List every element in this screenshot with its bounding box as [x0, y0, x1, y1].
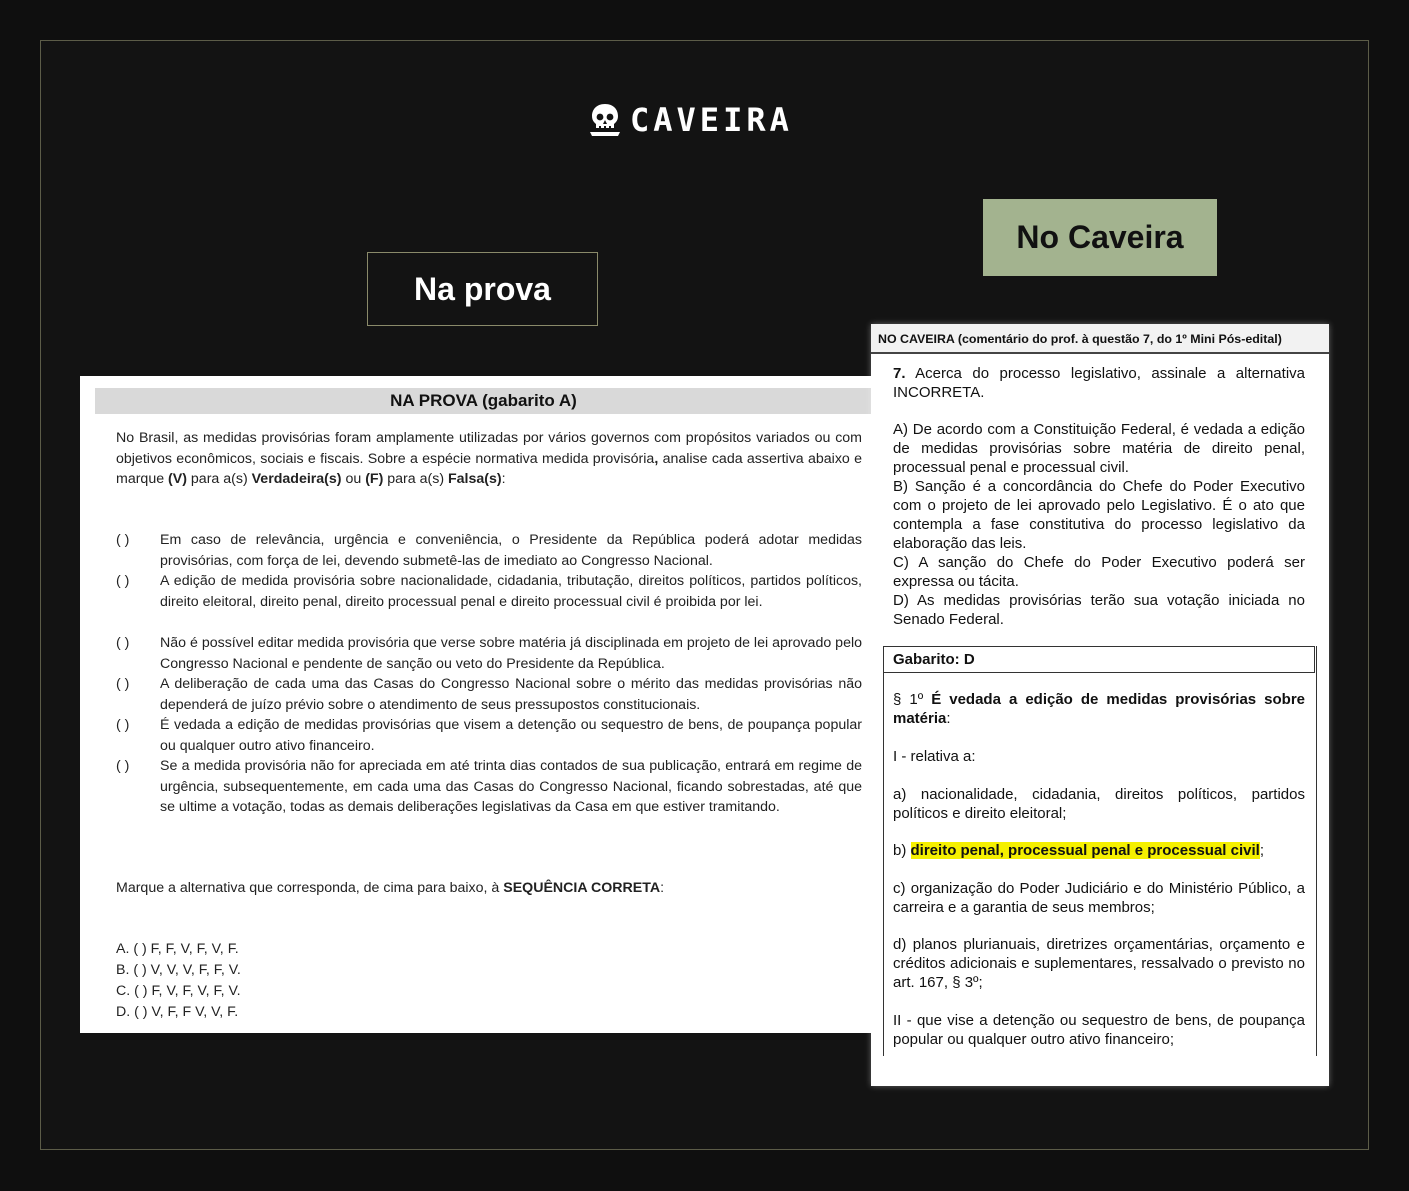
- intro-text: para a(s): [186, 471, 252, 488]
- alinea-b-suffix: ;: [1259, 842, 1264, 859]
- intro-text: para a(s): [383, 471, 448, 488]
- alinea-c: c) organização do Poder Judiciário e do Ministério Público, a carreira e a garantia de seus membros;: [893, 880, 1305, 916]
- exam-intro: [116, 428, 862, 490]
- question-bold: SEQUÊNCIA CORRETA: [503, 880, 661, 896]
- intro-comma: ,: [654, 450, 659, 467]
- label-no-caveira: No Caveira: [983, 199, 1217, 276]
- alternative-a: A) De acordo com a Constituição Federal, é vedada a edição de medidas provisórias sobre matéria de direito penal, processual penal e processual civil.: [893, 421, 1305, 476]
- alternative-d: D) As medidas provisórias terão sua votação iniciada no Senado Federal.: [893, 592, 1305, 628]
- paragraph-symbol: § 1º: [893, 691, 932, 708]
- question-text: :: [660, 880, 665, 896]
- option-a: A. ( ) F, F, V, F, V, F.: [116, 941, 239, 957]
- intro-text: No Brasil, as medidas provisórias foram amplamente utilizadas por vários governos com propósitos variados ou com objetivos econômicos, sociais e fiscais. Sobre a espécie normativa medida provisória: [116, 430, 862, 467]
- intro-v: (V): [168, 471, 187, 488]
- caveira-header: NO CAVEIRA (comentário do prof. à questão 7, do 1º Mini Pós-edital): [871, 324, 1329, 354]
- exam-document: [80, 376, 872, 1033]
- question-statement: [893, 364, 1305, 402]
- alinea-d: d) planos plurianuais, diretrizes orçamentárias, orçamento e créditos adicionais e suplementares, ressalvado o previsto no art. 167, § 3º;: [893, 936, 1305, 991]
- paragraph-colon: :: [946, 710, 951, 727]
- alinea-b: [893, 841, 1305, 860]
- inciso-i: I - relativa a:: [893, 748, 976, 765]
- label-na-prova: Na prova: [367, 252, 598, 326]
- question-text: Acerca do processo legislativo, assinale a alternativa INCORRETA.: [893, 365, 1305, 401]
- assertion-text: Não é possível editar medida provisória que verse sobre matéria já disciplinada em projeto de lei aprovado pelo Congresso Nacional e pendente de sanção ou veto do Presidente da República.: [160, 635, 862, 672]
- answer-parens: ( ): [116, 758, 130, 774]
- answer-parens: ( ): [116, 532, 130, 548]
- assertion-text: É vedada a edição de medidas provisórias que visem a detenção ou sequestro de bens, de poupança popular ou qualquer outro ativo financeiro.: [160, 717, 862, 754]
- intro-verdadeira: Verdadeira(s): [251, 471, 342, 488]
- option-c: C. ( ) F, V, F, V, F, V.: [116, 983, 241, 999]
- intro-f: (F): [365, 471, 384, 488]
- alternative-b: B) Sanção é a concordância do Chefe do Poder Executivo com o projeto de lei aprovado pelo Legislativo. É o ato que contempla a fase constitutiva do processo legislativo da elaboração das leis.: [893, 478, 1305, 552]
- highlighted-text: direito penal, processual penal e processual civil: [910, 842, 1260, 859]
- answer-parens: ( ): [116, 717, 130, 733]
- assertion-text: A edição de medida provisória sobre nacionalidade, cidadania, tributação, direitos políticos, partidos políticos, direito eleitoral, direito penal, direito processual penal e direito processual civil é proibida por lei.: [160, 573, 862, 610]
- caveira-document: [871, 324, 1329, 1086]
- assertion-text: Em caso de relevância, urgência e conveniência, o Presidente da República poderá adotar medidas provisórias, com força de lei, devendo submetê-las de imediato ao Congresso Nacional.: [160, 532, 862, 569]
- intro-falsa: Falsa(s): [447, 471, 502, 488]
- exam-header: NA PROVA (gabarito A): [95, 388, 872, 414]
- assertion-text: Se a medida provisória não for apreciada em até trinta dias contados de sua publicação, entrará em regime de urgência, subsequentemente, em cada uma das Casas do Congresso Nacional, ficando sobrestadas, até que se ultime a votação, todas as demais deliberações legislativas da Casa em que estiver tramitando.: [160, 758, 862, 816]
- alinea-a: a) nacionalidade, cidadania, direitos políticos, partidos políticos e direito eleitoral;: [893, 786, 1305, 822]
- answer-parens: ( ): [116, 635, 130, 651]
- skull-icon: [588, 102, 622, 138]
- answer-parens: ( ): [116, 573, 130, 589]
- intro-text: analise cada assertiva abaixo e marque: [116, 450, 862, 488]
- assertion-text: A deliberação de cada uma das Casas do Congresso Nacional sobre o mérito das medidas provisórias não dependerá de juízo prévio sobre o atendimento de seus pressupostos constitucionais.: [160, 676, 862, 713]
- gabarito-label: Gabarito: D: [893, 651, 975, 668]
- answer-parens: ( ): [116, 676, 130, 692]
- intro-text: :: [501, 471, 506, 488]
- option-b: B. ( ) V, V, V, F, F, V.: [116, 962, 241, 978]
- paragraph-1: [893, 690, 1305, 728]
- alinea-b-prefix: b): [893, 842, 911, 859]
- inciso-ii: II - que vise a detenção ou sequestro de bens, de poupança popular ou qualquer outro ativo financeiro;: [893, 1012, 1305, 1048]
- option-d: D. ( ) V, F, F V, V, F.: [116, 1004, 239, 1020]
- paragraph-bold: É vedada a edição de medidas provisórias sobre matéria: [893, 691, 1306, 727]
- question-text: Marque a alternativa que corresponda, de cima para baixo, à: [116, 880, 504, 896]
- exam-question: [116, 878, 862, 899]
- logo-text: CAVEIRA: [630, 101, 793, 139]
- intro-text: ou: [341, 471, 366, 488]
- alternative-c: C) A sanção do Chefe do Poder Executivo poderá ser expressa ou tácita.: [893, 554, 1305, 590]
- question-number: 7.: [893, 365, 906, 382]
- brand-logo: [588, 100, 793, 140]
